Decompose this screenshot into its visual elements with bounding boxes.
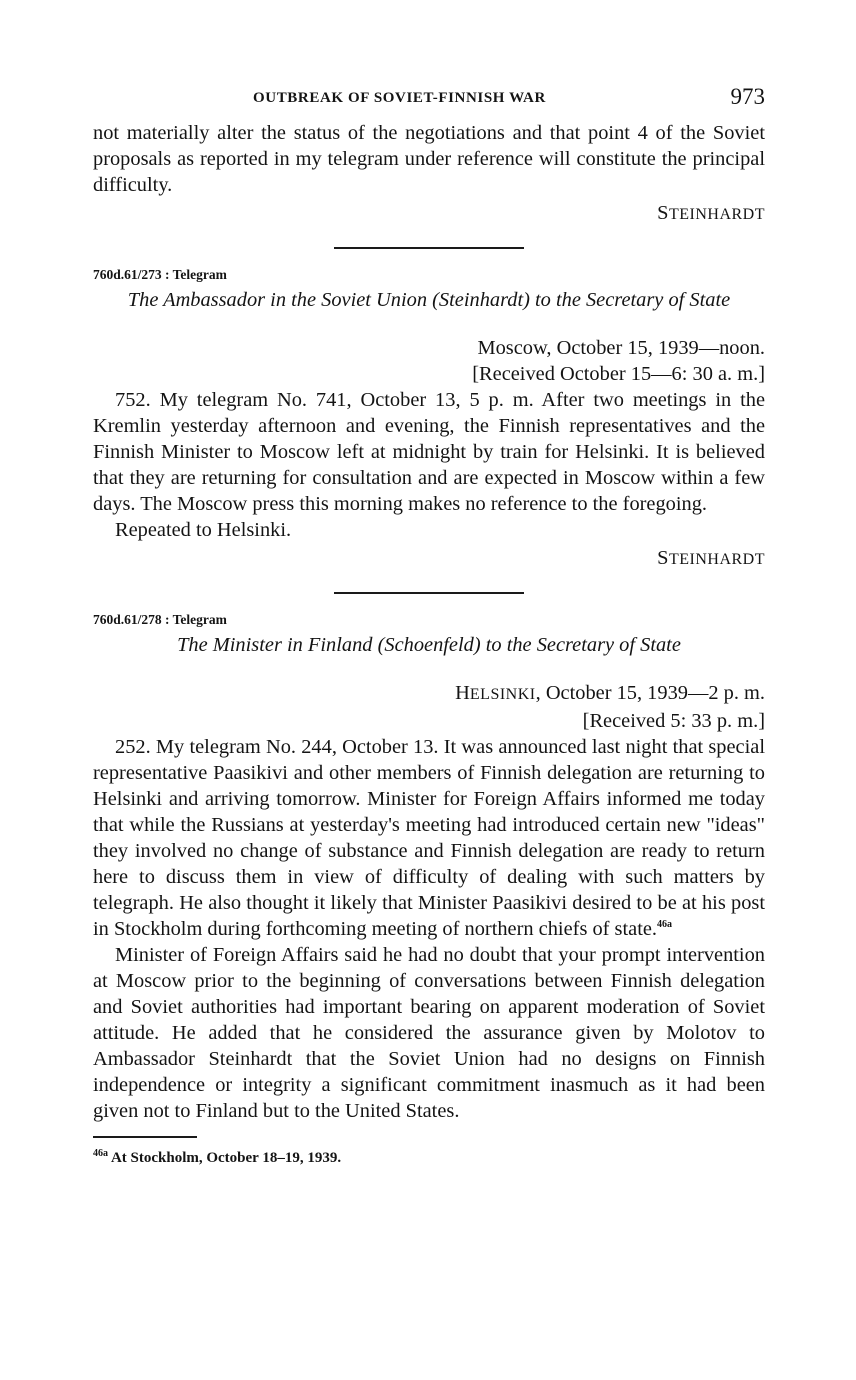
received-note-helsinki: [Received 5: 33 p. m.] [582,710,765,732]
running-title: OUTBREAK OF SOVIET-FINNISH WAR [253,90,546,106]
signature-steinhardt-1 [93,202,765,225]
document-heading-schoenfeld: The Minister in Finland (Schoenfeld) to the Secretary of State [177,634,681,656]
footnote-reference: 46a [657,919,673,931]
signature-steinhardt-2 [93,547,765,570]
signature-rest: TEINHARDT [668,551,765,568]
telegram-252-text: 252. My telegram No. 244, October 13. It was announced last night that special representative Paasikivi and other members of Finnish delegation are returning to Helsinki and arriving tomorrow. Minister for Foreign Affairs informed me today that while the Russians at yesterday's meeting had introduced certain new "ideas" they involved no change of substance and Finnish delegation are ready to return here to discuss them in view of difficulty of dealing with such matters by telegraph. He also thought it likely that Minister Paasikivi desired to be at his post in Stockholm during forthcoming meeting of northern chiefs of state. [93,736,765,940]
dateline-moscow: Moscow, October 15, 1939—noon. [477,337,765,359]
footnote-divider [93,1136,197,1138]
dateline-place-initial: H [455,682,470,704]
dateline-place-rest: ELSINKI [469,686,536,703]
file-reference-278: 760d.61/278 : Telegram [93,612,227,627]
file-reference-273: 760d.61/273 : Telegram [93,267,227,282]
document-page [93,84,765,1167]
repeated-note: Repeated to Helsinki. [115,519,292,541]
running-header [93,84,765,118]
dateline-helsinki [93,680,765,708]
signature-initial: S [657,547,669,569]
signature-initial: S [657,202,669,224]
document-heading-steinhardt: The Ambassador in the Soviet Union (Steinhardt) to the Secretary of State [127,289,731,311]
received-note-moscow: [Received October 15—6: 30 a. m.] [472,363,765,385]
footnote-marker: 46a [93,1148,108,1159]
page-number: 973 [730,84,765,109]
signature-rest: TEINHARDT [668,206,765,223]
section-divider [334,247,524,249]
telegram-252-paragraph [93,734,765,942]
section-divider [334,592,524,594]
foreign-minister-paragraph: Minister of Foreign Affairs said he had no doubt that your prompt intervention at Moscow prior to the beginning of conversations between Finnish delegation and Soviet authorities had important bearing on apparent moderation of Soviet attitude. He added that he considered the assurance given by Molotov to Ambassador Steinhardt that the Soviet Union had no designs on Finnish independence or integrity a significant commitment inasmuch as it had been given not to Finland but to the United States. [93,944,765,1122]
footnote-text: At Stockholm, October 18–19, 1939. [110,1150,342,1166]
telegram-752-paragraph: 752. My telegram No. 741, October 13, 5 p. m. After two meetings in the Kremlin yesterday afternoon and evening, the Finnish representatives and the Finnish Minister to Moscow left at midnight by train for Helsinki. It is believed that they are returning for consultation and are expected in Moscow within a few days. The Moscow press this morning makes no reference to the foregoing. [93,389,765,515]
footnote [93,1150,765,1167]
dateline-date: , October 15, 1939—2 p. m. [535,682,765,704]
continuation-paragraph: not materially alter the status of the negotiations and that point 4 of the Soviet proposals as reported in my telegram under reference will constitute the principal difficulty. [93,122,765,196]
